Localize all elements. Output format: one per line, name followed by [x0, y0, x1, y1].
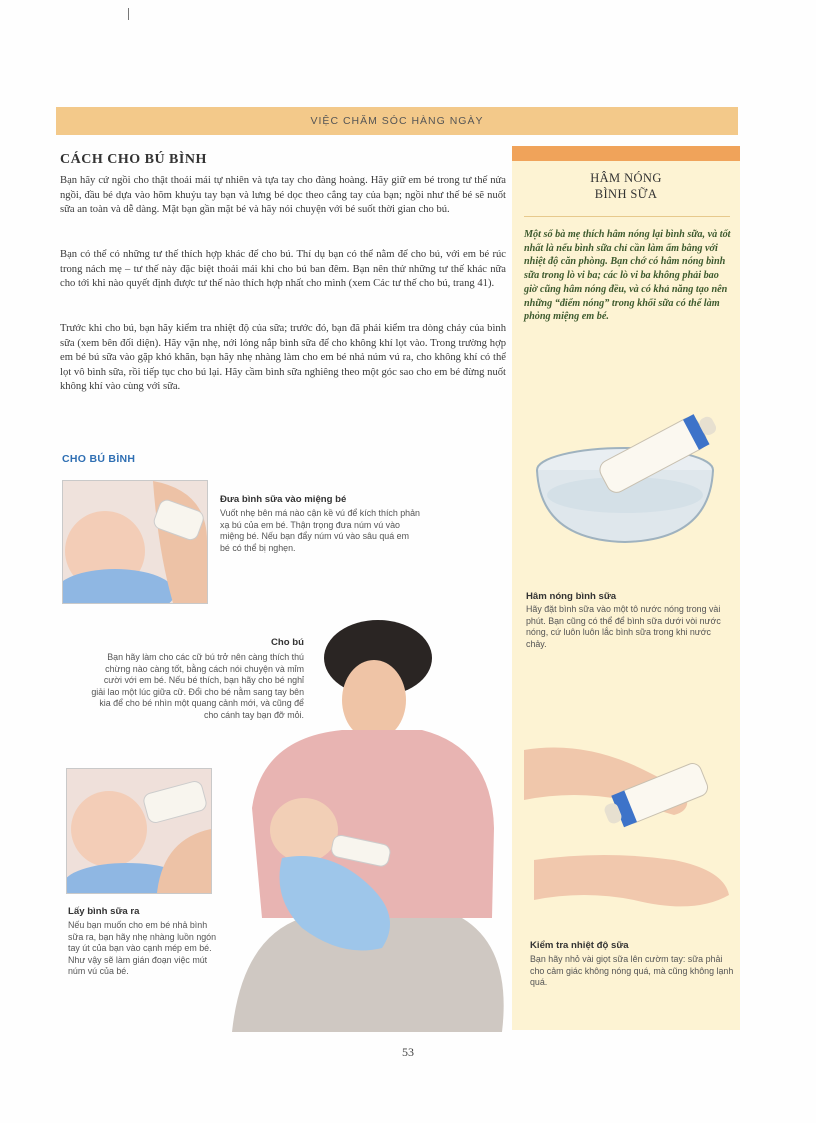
sidebar-title-line2: BÌNH SỮA — [594, 187, 658, 201]
scan-mark — [128, 8, 129, 20]
page-number: 53 — [402, 1045, 414, 1059]
sidebar-title-line1: HÂM NÓNG — [590, 171, 662, 185]
remove-caption-title: Lấy bình sữa ra — [68, 906, 140, 917]
section-heading: CHO BÚ BÌNH — [62, 453, 136, 465]
page-title: CÁCH CHO BÚ BÌNH — [60, 152, 207, 167]
sidebar-title — [512, 170, 740, 202]
paragraph-1: Bạn hãy cứ ngồi cho thật thoải mái tự nhiên và tựa tay cho đàng hoàng. Hãy giữ em bé trong tư thế nửa ngồi, đầu bé dựa vào hõm khuỷu tay bạn và lưng bé dọc theo cẳng tay của bạn; ngồi như thế bé sẽ nuốt sữa an toàn và dễ dàng. Mặt bạn gần mặt bé và hãy nói chuyện với bé suốt thời gian cho bú. — [60, 175, 506, 216]
running-header-title: VIỆC CHĂM SÓC HÀNG NGÀY — [310, 115, 484, 127]
check-caption-title: Kiểm tra nhiệt độ sữa — [530, 940, 629, 951]
mother-feeding-photo — [222, 618, 514, 1032]
paragraph-2: Bạn có thể có những tư thế thích hợp khác để cho bú. Thí dụ bạn có thể nằm để cho bú, với em bé rúc trong nách mẹ – tư thế này đặc biệt thoải mái khi cho bú ban đêm. Bạn nên thử những tư thế khác nữa cho tới khi nào quyết định được tư thế nào thích hợp nhất cho mình (xem Các tư thế cho bú, trang 41). — [60, 249, 506, 290]
remove-bottle-photo — [66, 768, 212, 894]
feed-in-caption-text: Vuốt nhẹ bên má nào cận kề vú để kích thích phản xạ bú của em bé. Thận trọng đưa núm vú vào miệng bé. Nếu bạn đẩy núm vú vào sâu quá em bé có thể bị nghẹn. — [220, 508, 420, 553]
bowl-photo — [530, 400, 730, 570]
warm-caption-title: Hâm nóng bình sữa — [526, 591, 617, 602]
remove-caption-text: Nếu bạn muốn cho em bé nhả bình sữa ra, bạn hãy nhẹ nhàng luồn ngón tay út của bạn vào cạnh mép em bé. Như vậy sẽ làm gián đoạn việc mút núm vú của bé. — [68, 920, 217, 977]
feeding-caption-title: Cho bú — [270, 637, 304, 648]
sidebar-accent-bar — [512, 146, 740, 161]
feeding-caption-text: Bạn hãy làm cho các cữ bú trở nên càng thích thú chừng nào càng tốt, bằng cách nói chuyện và mỉm cười với em bé. Nếu bé thích, bạn hãy cho bé nghỉ giải lao một lúc giữa cữ. Đổi cho bé nằm sang tay bên kia để cho bé nhìn một quang cảnh mới, và cũng để cho cánh tay bạn đỡ mỏi. — [91, 652, 304, 720]
feed-in-photo — [62, 480, 208, 604]
sidebar-intro: Một số bà mẹ thích hâm nóng lại bình sữa, và tốt nhất là nếu bình sữa chỉ cần làm ấm bằng với nhiệt độ căn phòng. Bạn chớ có hâm nóng bình sữa trong lò vi ba; các lò vi ba không phải bao giờ cũng hâm nóng đều, và có khả năng tạo nên những “điểm nóng” trong khối sữa có thể làm phỏng miệng em bé. — [524, 229, 731, 323]
warm-caption-text: Hãy đặt bình sữa vào một tô nước nóng trong vài phút. Bạn cũng có thể để bình sữa dưới vòi nước nóng, cứ luôn luôn lắc bình sữa trong khi nước chảy. — [526, 604, 721, 649]
check-caption-text: Bạn hãy nhỏ vài giọt sữa lên cườm tay: sữa phải cho cảm giác không nóng quá, mà cũng không lạnh quá. — [530, 954, 734, 988]
sidebar-divider — [524, 216, 730, 217]
running-header — [56, 107, 738, 135]
wrist-check-photo — [524, 730, 734, 920]
paragraph-3: Trước khi cho bú, bạn hãy kiểm tra nhiệt độ của sữa; trước đó, bạn đã phải kiểm tra dòng chảy của bình sữa (xem bên đối diện). Hãy vặn nhẹ, nới lỏng nắp bình sữa để cho không khí lọt vào. Trong trường hợp em bé bú sữa vào gặp khó khăn, bạn hãy nhẹ nhàng làm cho em bé nhả núm vú ra, cho không khí có thể lọt vô bình sữa, rồi tiếp tục cho bú lại. Hãy cầm bình sữa nghiêng theo một góc sao cho em bé đừng nuốt không khí vào cùng với sữa. — [60, 323, 506, 393]
feed-in-caption-title: Đưa bình sữa vào miệng bé — [220, 494, 347, 505]
